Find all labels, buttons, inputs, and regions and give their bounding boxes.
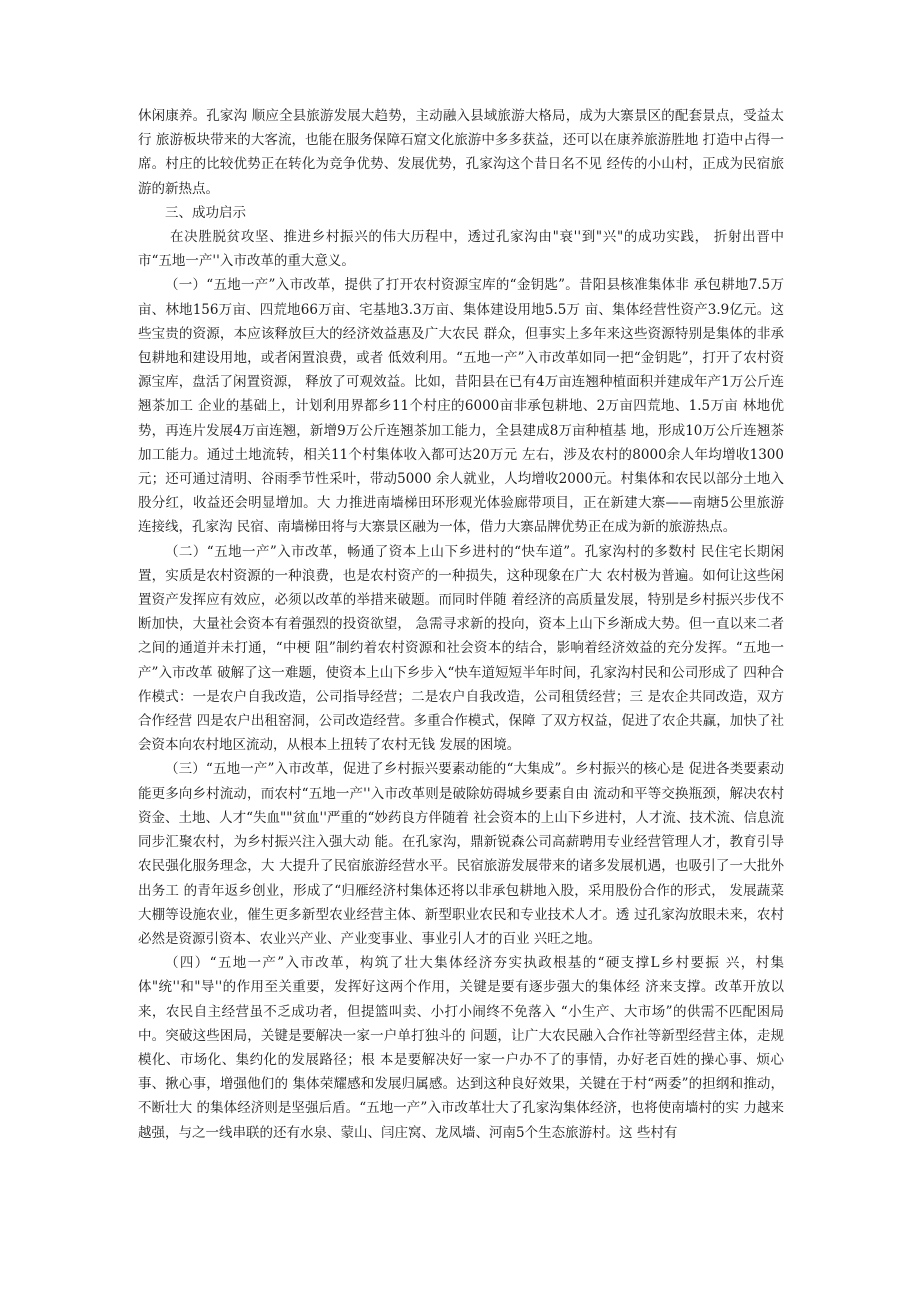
intro-paragraph: 休闲康养。孔家沟 顺应全县旅游发展大趋势，主动融入县域旅游大格局，成为大寨景区的配套景点，受益太行 旅游板块带来的大客流，也能在服务保障石窟文化旅游中多多获益，还可以在康养旅游胜地 打造中占得一席。村庄的比较优势正在转化为竞争优势、发展优势，孔家沟这个昔日名不见 经传的小山村，正成为民宿旅游的新热点。 — [138, 108, 784, 197]
point-four-paragraph: （四）“五地一产”入市改革，构筑了壮大集体经济夯实执政根基的“硬支撑L乡村要振 兴，村集体"统''和"导''的作用至关重要，发挥好这两个作用，关键是要有逐步强大的集体经 济来支撑。改革开放以来，农民自主经营虽不乏成功者，但提篮叫卖、小打小闹终不免落入 “小生产、大市场”的供需不匹配困局中。突破这些困局，关键是要解决一家一户单打独斗的 问题，让广大农民融入合作社等新型经营主体，走规模化、市场化、集约化的发展路径；根 本是要解决好一家一户办不了的事情，办好老百姓的操心事、烦心事、揪心事，增强他们的 集体荣耀感和发展归属感。达到这种良好效果，关键在于村“两委”的担纲和推动，不断壮大 的集体经济则是坚强后盾。“五地一产”入市改革壮大了孔家沟集体经济，也将使南墙村的实 力越来越强，与之一线串联的还有水泉、蒙山、闫庄窝、龙凤墙、河南5个生态旅游村。这 些村有 — [138, 955, 784, 1141]
lead-paragraph: 在决胜脱贫攻坚、推进乡村振兴的伟大历程中，透过孔家沟由"衰''到"兴"的成功实践， 折射出晋中市“五地一产''入市改革的重大意义。 — [138, 229, 784, 270]
point-one-paragraph: （一）“五地一产”入市改革，提供了打开农村资源宝库的“金钥匙”。昔阳县核准集体非 承包耕地7.5万亩、林地156万亩、四荒地66万亩、宅基地3.3万亩、集体建设用地5.5万 亩、集体经营性资产3.9亿元。这些宝贵的资源，本应该释放巨大的经济效益惠及广大农民 群众，但事实上多年来这些资源特别是集体的非承包耕地和建设用地，或者闲置浪费，或者 低效利用。“五地一产”入市改革如同一把“金钥匙”，打开了农村资源宝库，盘活了闲置资源， 释放了可观效益。比如，昔阳县在已有4万亩连翘种植面积并建成年产1万公斤连翘茶加工 企业的基础上，计划利用界都乡11个村庄的6000亩非承包耕地、2万亩四荒地、1.5万亩 林地优势，再连片发展4万亩连翘，新增9万公斤连翘茶加工能力，全县建成8万亩种植基 地，形成10万公斤连翘茶加工能力。通过土地流转，相关11个村集体收入都可达20万元 左右，涉及农村的8000余人年均增收1300元；还可通过清明、谷雨季节性采叶，带动5000 余人就业，人均增收2000元。村集体和农民以部分土地入股分红，收益还会明显增加。大 力推进南墙梯田环形观光体验廊带项目，正在新建大寨——南塘5公里旅游连接线，孔家沟 民宿、南墙梯田将与大寨景区融为一体，借力大寨品牌优势正在成为新的旅游热点。 — [138, 277, 784, 536]
point-two-paragraph: （二）“五地一产”入市改革，畅通了资本上山下乡进村的“快车道”。孔家沟村的多数村 民住宅长期闲置，实质是农村资源的一种浪费，也是农村资产的一种损失，这种现象在广大 农村极为普遍。如何让这些闲置资产发挥应有效应，必须以改革的举措来破题。而同时伴随 着经济的高质量发展，特别是乡村振兴步伐不断加快，大量社会资本有着强烈的投资欲望， 急需寻求新的投向，资本上山下乡渐成大势。但一直以来二者之间的通道并未打通，“中梗 阻”制约着农村资源和社会资本的结合，影响着经济效益的充分发挥。“五地一产”入市改革 破解了这一难题，使资本上山下乡步入“快车道短短半年时间，孔家沟村民和公司形成了 四种合作模式：一是农户自我改造，公司指导经营；二是农户自我改造，公司租赁经营；三 是农企共同改造，双方合作经营 四是农户出租窑洞，公司改造经营。多重合作模式，保障 了双方权益，促进了农企共赢，加快了社会资本向农村地区流动，从根本上扭转了农村无钱 发展的困境。 — [138, 543, 784, 754]
point-three-paragraph: （三）“五地一产”入市改革，促进了乡村振兴要素动能的“大集成”。乡村振兴的核心是 促进各类要素动能更多向乡村流动，而农村“五地一产''入市改革则是破除妨碍城乡要素自由 流动和平等交换瓶颈，解决农村资金、土地、人才“失血""贫血''严重的“妙药良方伴随着 社会资本的上山下乡进村，人才流、技术流、信息流同步汇聚农村，为乡村振兴注入强大动 能。在孔家沟，鼎新锐森公司高薪聘用专业经营管理人才，教育引导农民强化服务理念，大 大提升了民宿旅游经营水平。民宿旅游发展带来的诸多发展机遇，也吸引了一大批外出务工 的青年返乡创业，形成了“归雁经济村集体还将以非承包耕地入股，采用股份合作的形式， 发展蔬菜大棚等设施农业，催生更多新型农业经营主体、新型职业农民和专业技术人才。透 过孔家沟放眼未来，农村必然是资源引资本、农业兴产业、产业变事业、事业引人才的百业 兴旺之地。 — [138, 761, 784, 947]
document-page — [138, 104, 784, 1145]
section-heading: 三、成功启示 — [165, 204, 246, 221]
